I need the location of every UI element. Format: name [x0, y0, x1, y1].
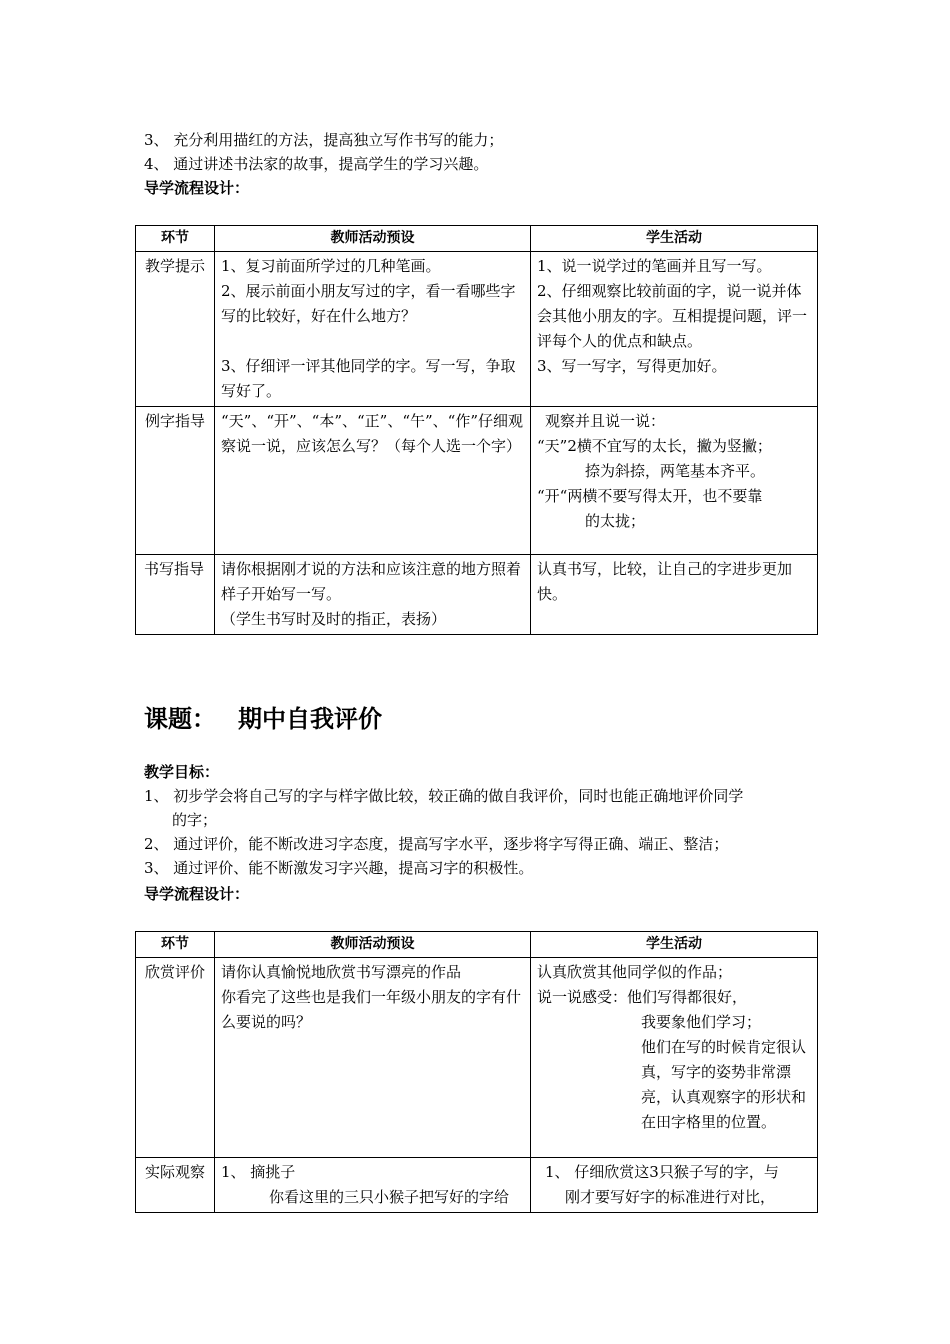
flow-heading-2: 导学流程设计： [144, 885, 250, 903]
student-cell [531, 407, 818, 555]
student-cell [531, 958, 818, 1158]
teacher-text: “天”、“开”、“本”、“正”、“午”、“作”仔细观察说一说，应该怎么写？（每个人选一个字） [221, 412, 524, 455]
table-row [136, 1158, 818, 1213]
student-text: 的太拢； [585, 512, 646, 530]
section-cell: 书写指导 [136, 555, 215, 635]
teacher-cell [215, 252, 531, 407]
teacher-cell [215, 1158, 531, 1213]
col-header-teacher: 教师活动预设 [215, 932, 531, 958]
teacher-text: （学生书写时及时的指正，表扬） [221, 610, 447, 628]
student-text: 认真欣赏其他同学似的作品； [537, 963, 733, 981]
student-text: 刚才要写好字的标准进行对比， [565, 1188, 776, 1206]
title-text: 期中自我评价 [238, 705, 382, 733]
table-header-row [136, 226, 818, 252]
teacher-cell [215, 958, 531, 1158]
flow-table-1 [135, 225, 818, 635]
student-cell [531, 1158, 818, 1213]
teacher-text: 请你认真愉悦地欣赏书写漂亮的作品 [221, 963, 462, 981]
col-header-student: 学生活动 [531, 226, 818, 252]
lesson-title [144, 703, 382, 735]
teacher-text: 3、仔细评一评其他同学的字。写一写，争取写好了。 [221, 357, 516, 400]
flow-table-2 [135, 931, 818, 1213]
student-text: 1、说一说学过的笔画并且写一写。 [537, 257, 772, 275]
flow-heading-1: 导学流程设计： [144, 179, 250, 197]
student-cell [531, 252, 818, 407]
teacher-text: 1、复习前面所学过的几种笔画。 [221, 257, 441, 275]
section-cell: 实际观察 [136, 1158, 215, 1213]
objectives-heading: 教学目标： [144, 763, 220, 781]
title-label: 课题： [144, 705, 216, 733]
student-text: 捺为斜捺，两笔基本齐平。 [585, 462, 766, 480]
teacher-text: 1、 摘挑子 [221, 1163, 296, 1181]
section-cell: 教学提示 [136, 252, 215, 407]
teacher-cell [215, 555, 531, 635]
objective-line-1: 1、 初步学会将自己写的字与样字做比较，较正确的做自我评价，同时也能正确地评价同学 [144, 787, 744, 805]
objective-line-4: 4、 通过讲述书法家的故事，提高学生的学习兴趣。 [144, 155, 489, 173]
col-header-section: 环节 [136, 932, 215, 958]
objective-line-2: 2、 通过评价，能不断改进习字态度，提高写字水平，逐步将字写得正确、端正、整洁； [144, 835, 729, 853]
table-row [136, 252, 818, 407]
table-header-row [136, 932, 818, 958]
table-row [136, 555, 818, 635]
teacher-cell [215, 407, 531, 555]
student-text: 说一说感受：他们写得都很好， [537, 988, 748, 1006]
blank-line [221, 329, 524, 354]
student-text: 1、 仔细欣赏这3只猴子写的字，与 [545, 1163, 779, 1181]
student-text: “开“两横不要写得太开，也不要靠 [537, 487, 763, 505]
table-row [136, 407, 818, 555]
col-header-teacher: 教师活动预设 [215, 226, 531, 252]
objective-line-1-cont: 的字； [172, 811, 218, 829]
section-cell: 欣赏评价 [136, 958, 215, 1158]
teacher-text: 请你根据刚才说的方法和应该注意的地方照着样子开始写一写。 [221, 560, 522, 603]
student-text: 认真书写，比较，让自己的字进步更加快。 [537, 560, 793, 603]
objective-line-3: 3、 充分利用描红的方法，提高独立写作书写的能力； [144, 131, 504, 149]
student-cell [531, 555, 818, 635]
student-text: 3、写一写字，写得更加好。 [537, 357, 727, 375]
col-header-section: 环节 [136, 226, 215, 252]
table-row [136, 958, 818, 1158]
student-text: “天”2横不宜写的太长，撇为竖撇； [537, 437, 772, 455]
objective-line-3b: 3、 通过评价、能不断激发习字兴趣，提高习字的积极性。 [144, 859, 534, 877]
student-text: 他们在写的时候肯定很认真，写字的姿势非常漂亮，认真观察字的形状和在田字格里的位置。 [641, 1038, 807, 1131]
teacher-text: 你看这里的三只小猴子把写好的字给 [269, 1188, 510, 1206]
teacher-text: 你看完了这些也是我们一年级小朋友的字有什么要说的吗？ [221, 988, 522, 1031]
col-header-student: 学生活动 [531, 932, 818, 958]
section-cell: 例字指导 [136, 407, 215, 555]
student-text: 我要象他们学习； [641, 1013, 762, 1031]
teacher-text: 2、展示前面小朋友写过的字，看一看哪些字写的比较好，好在什么地方？ [221, 282, 516, 325]
student-text: 2、仔细观察比较前面的字，说一说并体会其他小朋友的字。互相提提问题，评一评每个人的优点和缺点。 [537, 282, 808, 350]
student-text: 观察并且说一说： [545, 412, 666, 430]
